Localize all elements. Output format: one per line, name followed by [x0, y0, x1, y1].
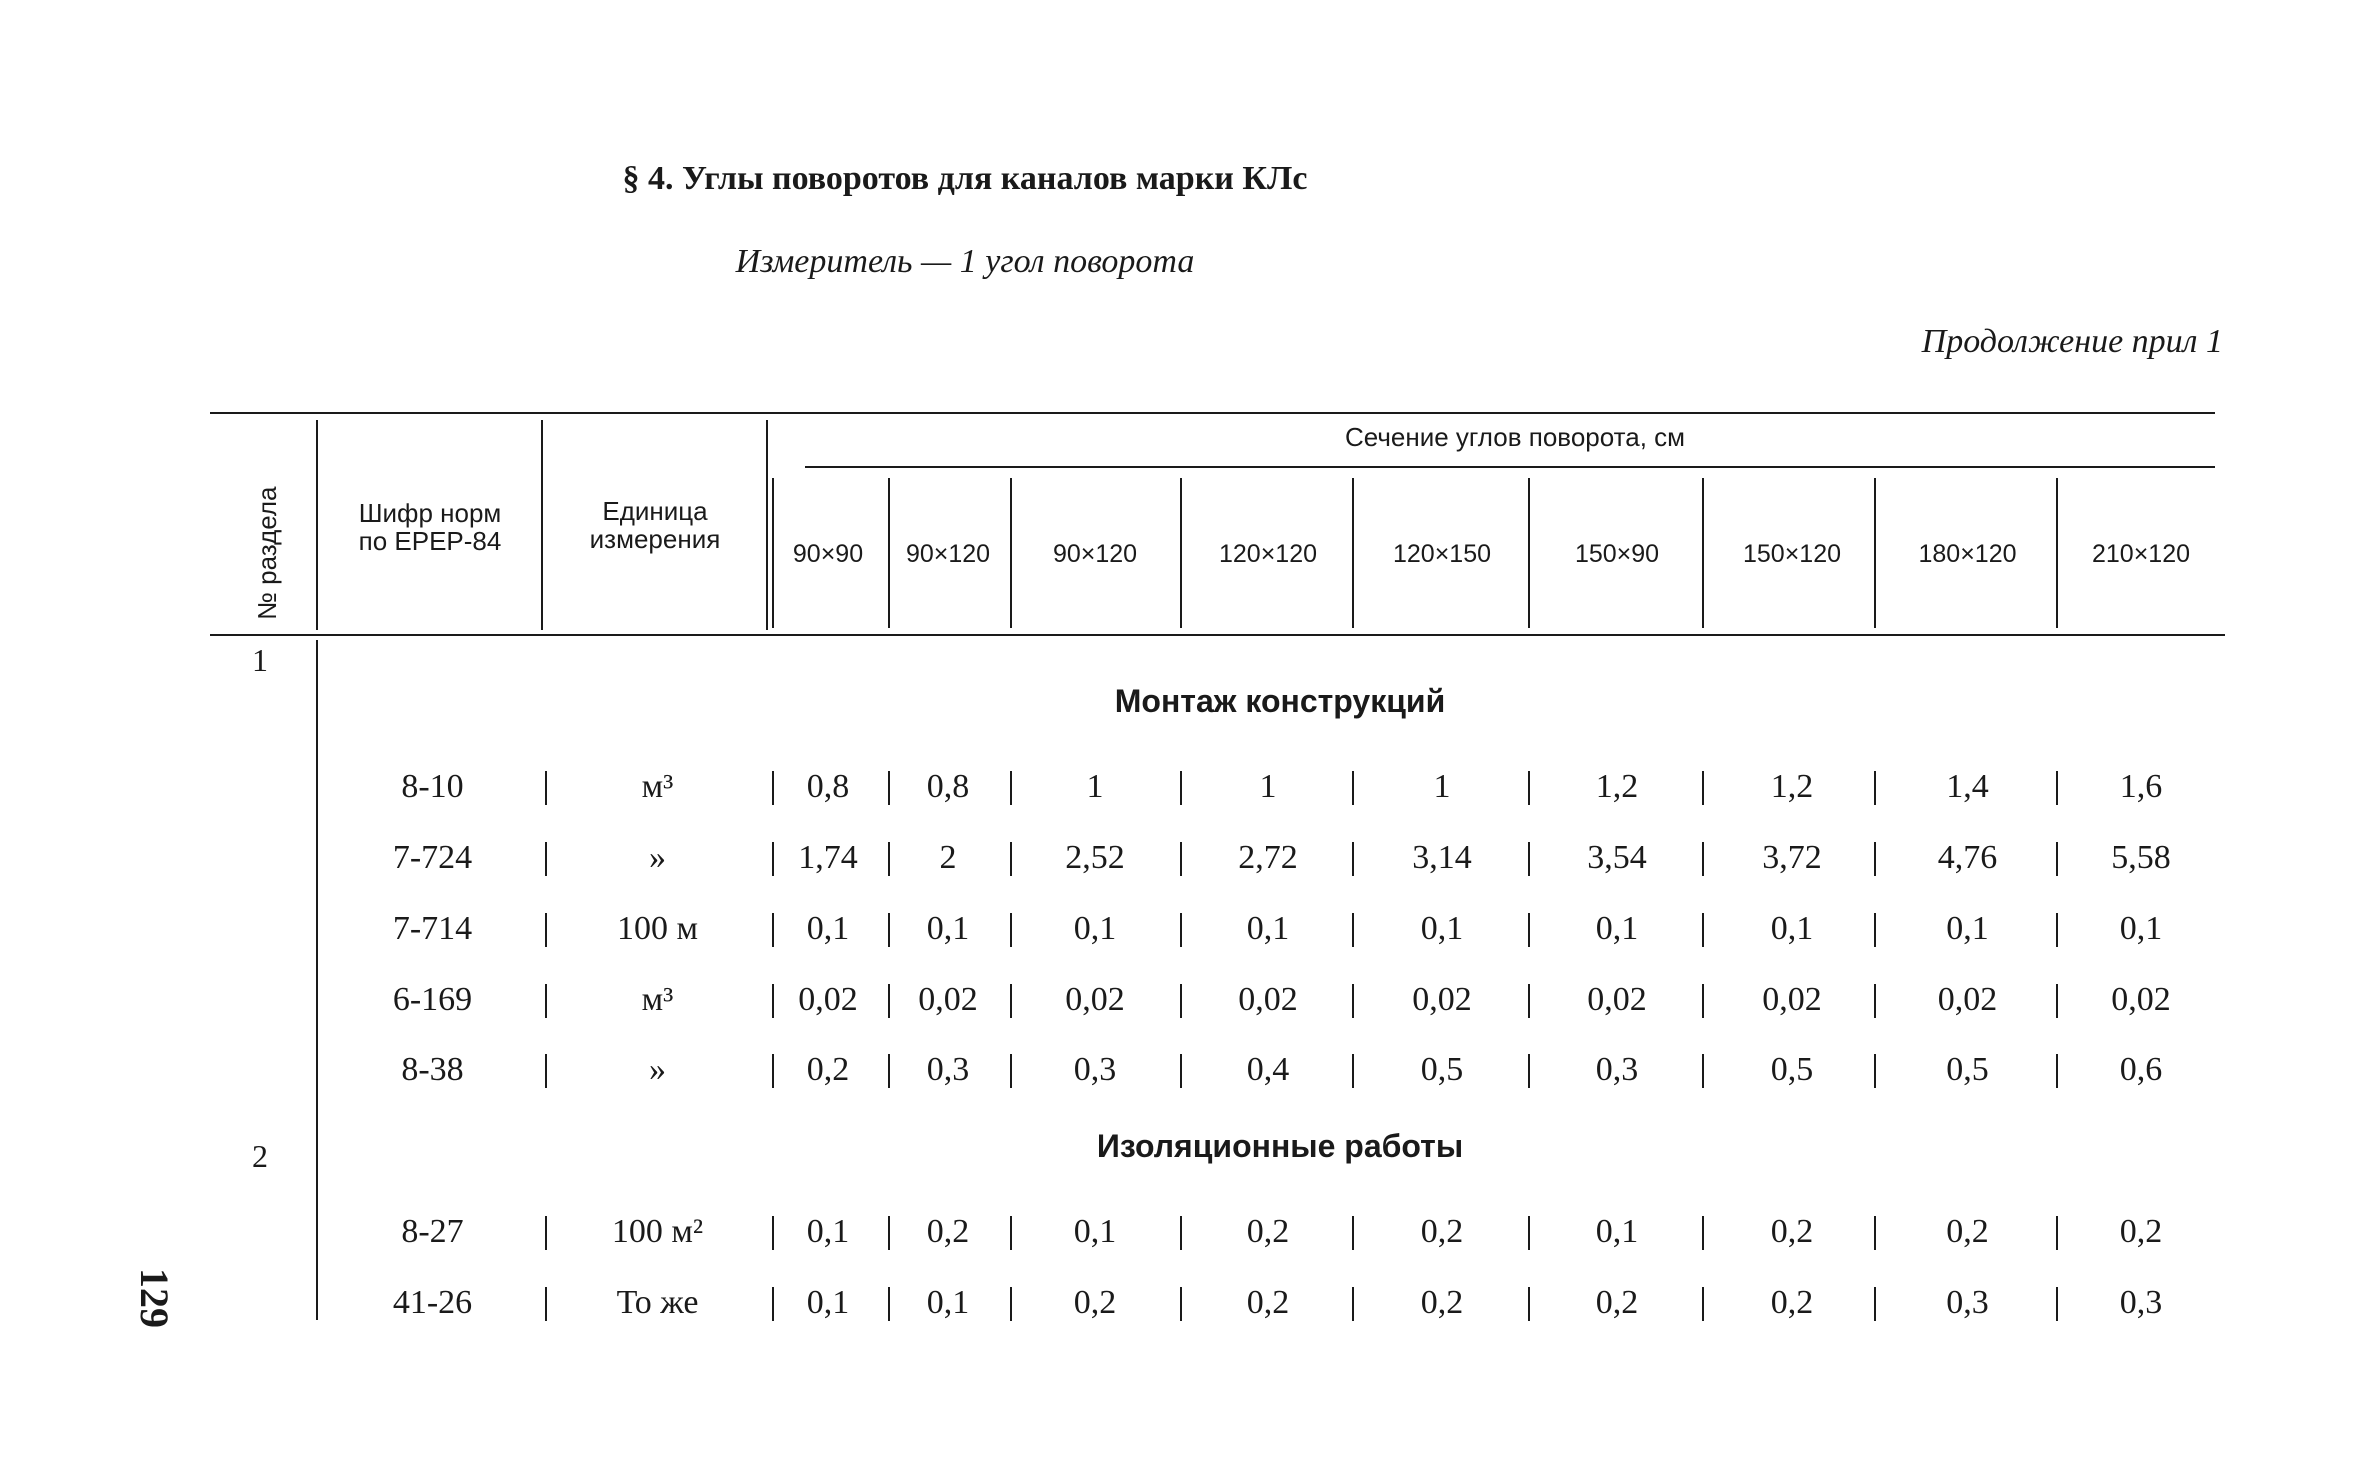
value-cell: 0,3	[2119, 1284, 2163, 1321]
value-cell: 0,1	[806, 1284, 850, 1321]
column-header: 210×120	[2091, 540, 2191, 568]
value-cell: 0,02	[1065, 981, 1125, 1018]
value-cell: 0,1	[1420, 910, 1464, 947]
value-cell: 0,1	[1595, 910, 1639, 947]
column-header: 90×90	[792, 540, 864, 568]
value-cell: 0,2	[1073, 1284, 1117, 1321]
value-cell: 0,2	[2119, 1213, 2163, 1250]
column-header: 90×120	[905, 540, 991, 568]
value-cell: 2,52	[1065, 839, 1125, 876]
value-cell: 1,2	[1595, 768, 1639, 805]
value-cell: 0,02	[798, 981, 858, 1018]
section-number: 2	[252, 1138, 268, 1174]
code-header-line-2: по ЕРЕР-84	[358, 526, 502, 556]
value-cell: 2,72	[1238, 839, 1298, 876]
unit-cell: м³	[641, 981, 674, 1018]
column-header: 150×90	[1574, 540, 1660, 568]
value-cell: 0,02	[2111, 981, 2171, 1018]
value-cell: 3,54	[1587, 839, 1647, 876]
unit-header-line-2: измерения	[589, 524, 721, 554]
value-cell: 0,1	[1073, 910, 1117, 947]
value-cell: 0,2	[1770, 1284, 1814, 1321]
unit-cell: 100 м	[616, 910, 698, 947]
value-cell: 0,1	[1595, 1213, 1639, 1250]
value-cell: 0,1	[926, 1284, 970, 1321]
value-cell: 0,2	[1420, 1213, 1464, 1250]
value-cell: 0,4	[1246, 1051, 1290, 1088]
value-cell: 1	[1433, 768, 1451, 805]
value-cell: 0,02	[1412, 981, 1472, 1018]
norm-code-cell: 7-724	[392, 839, 473, 876]
value-cell: 0,2	[926, 1213, 970, 1250]
unit-cell: То же	[616, 1284, 699, 1321]
value-cell: 1,74	[798, 839, 858, 876]
header-bottom-rule	[210, 634, 2225, 636]
norm-code-cell: 7-714	[392, 910, 473, 947]
cell-divider-tick	[545, 771, 547, 805]
value-cell: 0,1	[2119, 910, 2163, 947]
section-group-header: Сечение углов поворота, см	[1344, 422, 1686, 452]
unit-header-line-1: Единица	[602, 496, 708, 526]
value-cell: 3,72	[1762, 839, 1822, 876]
value-cell: 1,6	[2119, 768, 2163, 805]
norm-code-cell: 8-10	[401, 768, 464, 805]
page-subtitle: Измеритель — 1 угол поворота	[735, 243, 1195, 280]
cell-divider-tick	[545, 1054, 547, 1088]
value-cell: 0,2	[1420, 1284, 1464, 1321]
unit-cell: м³	[641, 768, 674, 805]
value-cell: 0,6	[2119, 1051, 2163, 1088]
value-cell: 0,1	[926, 910, 970, 947]
value-cell: 1,2	[1770, 768, 1814, 805]
norm-code-cell: 6-169	[392, 981, 473, 1018]
value-cell: 5,58	[2111, 839, 2171, 876]
value-cell: 0,2	[1246, 1284, 1290, 1321]
value-cell: 0,1	[1073, 1213, 1117, 1250]
code-header-line-1: Шифр норм	[358, 498, 502, 528]
value-cell: 0,3	[1073, 1051, 1117, 1088]
value-cell: 0,2	[1595, 1284, 1639, 1321]
value-cell: 3,14	[1412, 839, 1472, 876]
continuation-note: Продолжение прил 1	[1921, 323, 2223, 360]
section-number: 1	[252, 642, 268, 678]
cell-divider-tick	[545, 1216, 547, 1250]
column-header: 90×120	[1052, 540, 1138, 568]
value-cell: 0,1	[1770, 910, 1814, 947]
value-cell: 0,8	[806, 768, 850, 805]
value-cell: 0,1	[806, 1213, 850, 1250]
value-cell: 0,02	[1937, 981, 1998, 1018]
value-cell: 0,02	[918, 981, 978, 1018]
norm-code-cell: 8-38	[401, 1051, 464, 1088]
value-cell: 0,02	[1587, 981, 1647, 1018]
value-cell: 0,5	[1946, 1051, 1989, 1088]
value-cell: 0,2	[1246, 1213, 1290, 1250]
column-header: 120×150	[1392, 540, 1492, 568]
group-header-rule	[805, 466, 2215, 468]
value-cell: 0,5	[1420, 1051, 1464, 1088]
section-number-header: № раздела	[252, 486, 282, 620]
value-cell: 1	[1086, 768, 1104, 805]
header-divider-code	[541, 420, 543, 630]
header-divider-section	[316, 420, 318, 630]
value-cell: 1	[1259, 768, 1277, 805]
value-cell: 0,3	[1946, 1284, 1989, 1321]
value-cell: 0,02	[1762, 981, 1822, 1018]
value-cell: 0,8	[926, 768, 970, 805]
value-cell: 0,2	[806, 1051, 850, 1088]
value-cell: 1,4	[1946, 768, 1989, 805]
value-cell: 0,3	[1595, 1051, 1639, 1088]
cell-divider-tick	[545, 984, 547, 1018]
header-divider-unit	[766, 420, 768, 630]
column-header: 120×120	[1218, 540, 1318, 568]
value-cell: 0,1	[806, 910, 850, 947]
unit-cell: »	[649, 839, 666, 876]
value-cell: 0,1	[1246, 910, 1290, 947]
norm-code-cell: 41-26	[392, 1284, 473, 1321]
table-top-rule	[210, 412, 2215, 414]
page-number: 129	[132, 1268, 177, 1328]
column-header: 180×120	[1918, 540, 2017, 568]
value-cell: 0,5	[1770, 1051, 1814, 1088]
cell-divider-tick	[545, 1287, 547, 1321]
value-cell: 4,76	[1937, 839, 1998, 876]
cell-divider-tick	[545, 913, 547, 947]
value-cell: 2	[939, 839, 957, 876]
value-cell: 0,3	[926, 1051, 970, 1088]
norm-code-cell: 8-27	[401, 1213, 464, 1250]
unit-cell: »	[649, 1051, 666, 1088]
section-title: Монтаж конструкций	[1114, 683, 1446, 719]
unit-cell: 100 м²	[611, 1213, 704, 1250]
column-header: 150×120	[1742, 540, 1842, 568]
value-cell: 0,02	[1238, 981, 1298, 1018]
section-title: Изоляционные работы	[1096, 1128, 1464, 1164]
section-column-rule	[316, 640, 318, 1320]
value-cell: 0,2	[1946, 1213, 1989, 1250]
value-cell: 0,1	[1946, 910, 1989, 947]
cell-divider-tick	[545, 842, 547, 876]
value-cell: 0,2	[1770, 1213, 1814, 1250]
page-title: § 4. Углы поворотов для каналов марки КЛс	[622, 160, 1308, 197]
